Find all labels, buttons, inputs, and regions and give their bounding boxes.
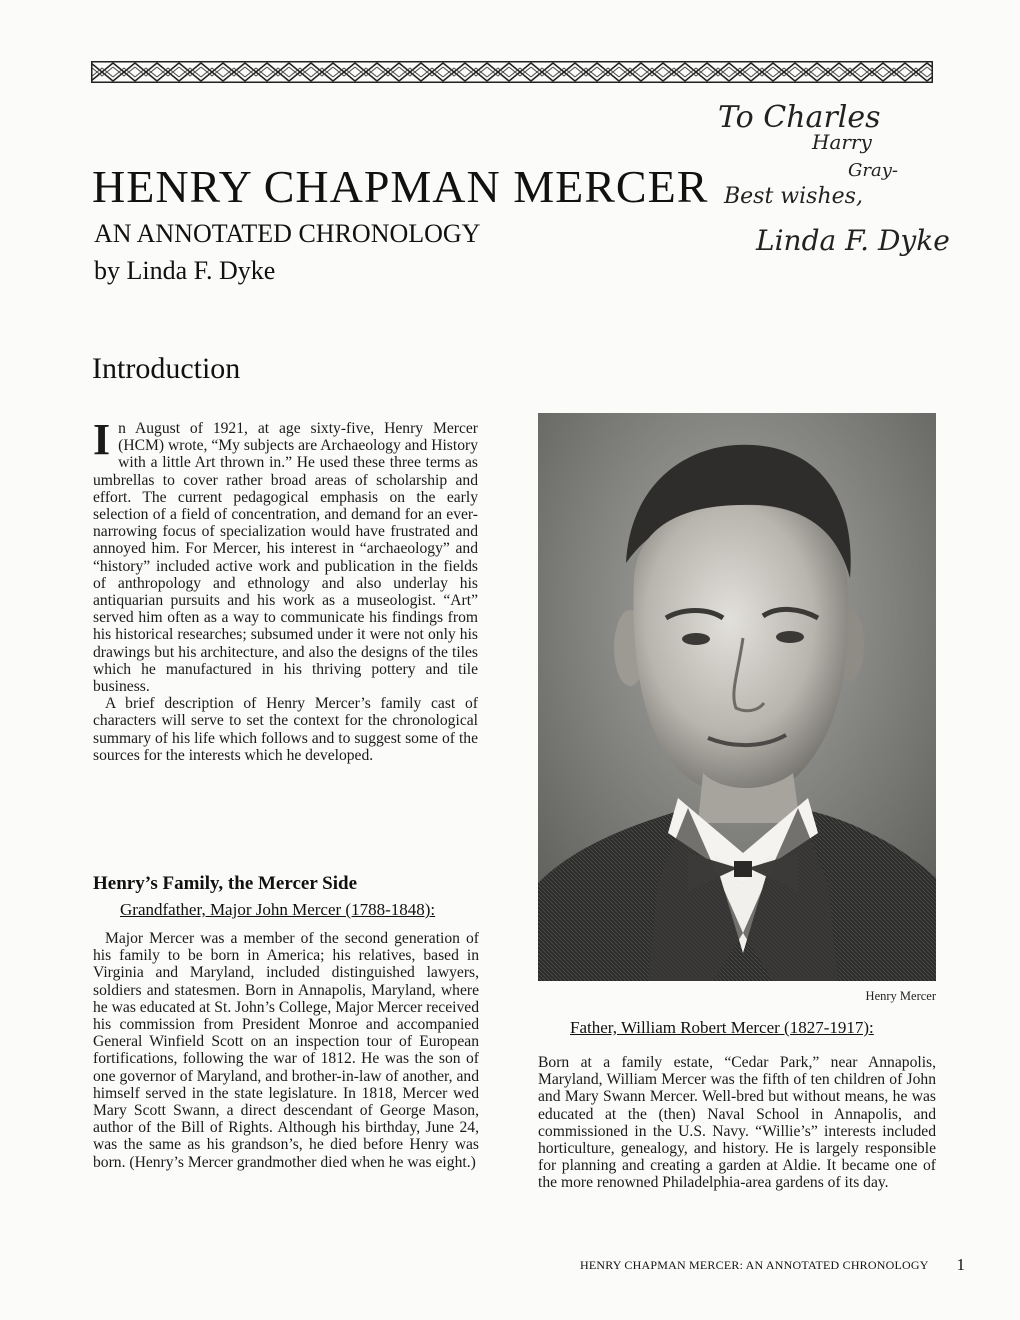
grandfather-paragraph: Major Mercer was a member of the second generation of his family to be born in America; his relatives, based in Virginia and Maryland, included distinguished lawyers, soldiers and statesmen. Born in Annapolis, Maryland, where he was educated at St. John’s College, Major Mercer received his commission from President Monroe and accompanied General Winfield Scott on an inspection tour of European fortifications, following the war of 1812. He was the son of one governor of Maryland, and brother-in-law of another, and himself served in the state legislature. In 1818, Mercer wed Mary Scott Swann, a direct descendant of George Mason, author of the Bill of Rights. Although his birthday, June 24, was the same as his grandson’s, he died before Henry was born. (Henry’s Mercer grandmother died when he was eight.) [93, 930, 479, 1171]
introduction-paragraph: In August of 1921, at age sixty-five, Henry Mercer (HCM) wrote, “My subjects are Archaeology and History with a little Art thrown in.” He used these three terms as umbrellas to cover rather broad areas of scholarship and effort. The current pedagogical emphasis on the early selection of a field of concentration, and demand for an ever-narrowing focus of specialization would have frustrated and annoyed him. For Mercer, his interest in “archaeology” and “history” included active work and publication in the fields of anthropology and ethnology and also underlay his antiquarian pursuits and his work as a museologist. “Art” served him often as a way to communicate his findings from his historical researches; subsumed under it were not only his drawings but his architecture, and also the designs of the tiles which he manufactured in his thriving pottery and tile business. [93, 415, 478, 696]
decorative-border-band [91, 61, 933, 83]
page-title: HENRY CHAPMAN MERCER [92, 161, 709, 212]
introduction-heading: Introduction [92, 352, 241, 385]
father-heading: Father, William Robert Mercer (1827-1917): [570, 1018, 874, 1037]
inscription-line: To Charles [718, 100, 881, 135]
inscription-line: Harry [812, 130, 872, 154]
page-number: 1 [956, 1255, 965, 1274]
handwritten-inscription [700, 98, 1000, 268]
father-body [538, 1054, 936, 1192]
page-footer [580, 1255, 965, 1274]
family-section-heading: Henry’s Family, the Mercer Side [93, 873, 358, 894]
author-byline: by Linda F. Dyke [94, 256, 276, 285]
running-title: HENRY CHAPMAN MERCER: AN ANNOTATED CHRONOLOGY [580, 1258, 929, 1272]
portrait-photo [538, 413, 936, 981]
introduction-paragraph: A brief description of Henry Mercer’s family cast of characters will serve to set the context for the chronological summary of his life which follows and to suggest some of the sources for the interests which he developed. [93, 695, 478, 764]
inscription-signature: Linda F. Dyke [756, 224, 950, 257]
grandfather-body [93, 930, 479, 1171]
inscription-line: Gray- [848, 160, 898, 181]
page-subtitle: AN ANNOTATED CHRONOLOGY [94, 219, 481, 248]
father-paragraph: Born at a family estate, “Cedar Park,” near Annapolis, Maryland, William Mercer was the fifth of ten children of John and Mary Swann Mercer. Well-bred but without means, he was educated at the (then) Naval School in Annapolis, and commissioned in the U.S. Navy. “Willie’s” interests included horticulture, genealogy, and history. He is largely responsible for planning and creating a garden at Aldie. It became one of the more renowned Philadelphia-area gardens of its day. [538, 1054, 936, 1192]
photo-caption: Henry Mercer [865, 989, 936, 1003]
grandfather-heading: Grandfather, Major John Mercer (1788-1848): [120, 900, 436, 919]
inscription-line: Best wishes, [724, 184, 863, 209]
introduction-body [93, 415, 478, 764]
drop-cap: I [93, 415, 111, 464]
